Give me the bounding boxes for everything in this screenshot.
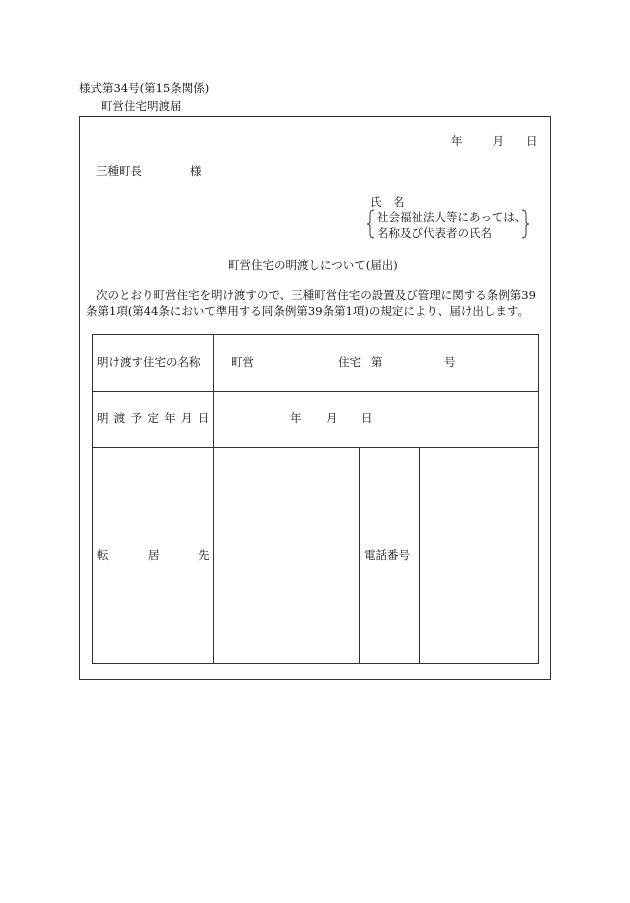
phone-divider	[419, 447, 420, 663]
new-address-label-1: 転	[97, 548, 109, 562]
move-out-month: 月	[326, 411, 338, 425]
info-table	[92, 334, 539, 664]
new-address-label-3: 先	[198, 548, 210, 562]
corp-note-line2: 名称及び代表者の氏名	[377, 226, 492, 240]
recipient-honorific: 様	[190, 164, 202, 178]
row-divider-1	[93, 391, 538, 392]
form-number: 様式第34号(第15条関係)	[79, 81, 210, 95]
housing-suffix: 住宅	[338, 355, 361, 369]
applicant-name-label: 氏 名	[370, 195, 405, 209]
housing-name-label: 明け渡す住宅の名称	[97, 355, 201, 369]
phone-number-label: 電話番号	[364, 548, 410, 562]
move-out-day: 日	[361, 411, 373, 425]
notice-body-line2: 条第1項(第44条において準用する同条例第39条第1項)の規定により、届け出します。	[86, 304, 529, 318]
submission-date	[451, 134, 538, 148]
housing-number-prefix: 第	[371, 355, 383, 369]
housing-prefix: 町営	[231, 355, 254, 369]
address-divider	[359, 447, 360, 663]
date-year: 年	[451, 134, 463, 148]
notice-title: 町営住宅の明渡しについて(届出)	[228, 258, 398, 272]
recipient-title: 三種町長	[96, 164, 142, 178]
new-address-label-2: 居	[148, 548, 160, 562]
corp-note-line1: 社会福祉法人等にあっては、	[377, 210, 527, 224]
form-name: 町営住宅明渡届	[101, 99, 182, 113]
housing-number-suffix: 号	[444, 355, 456, 369]
move-out-year: 年	[290, 411, 302, 425]
row-divider-2	[93, 447, 538, 448]
move-out-date-label: 明渡予定年月日	[97, 411, 215, 425]
notice-body-line1: 次のとおり町営住宅を明け渡すので、三種町営住宅の設置及び管理に関する条例第39	[96, 288, 536, 302]
label-column-divider	[213, 335, 214, 663]
date-day: 日	[526, 134, 538, 148]
date-month: 月	[492, 134, 504, 148]
